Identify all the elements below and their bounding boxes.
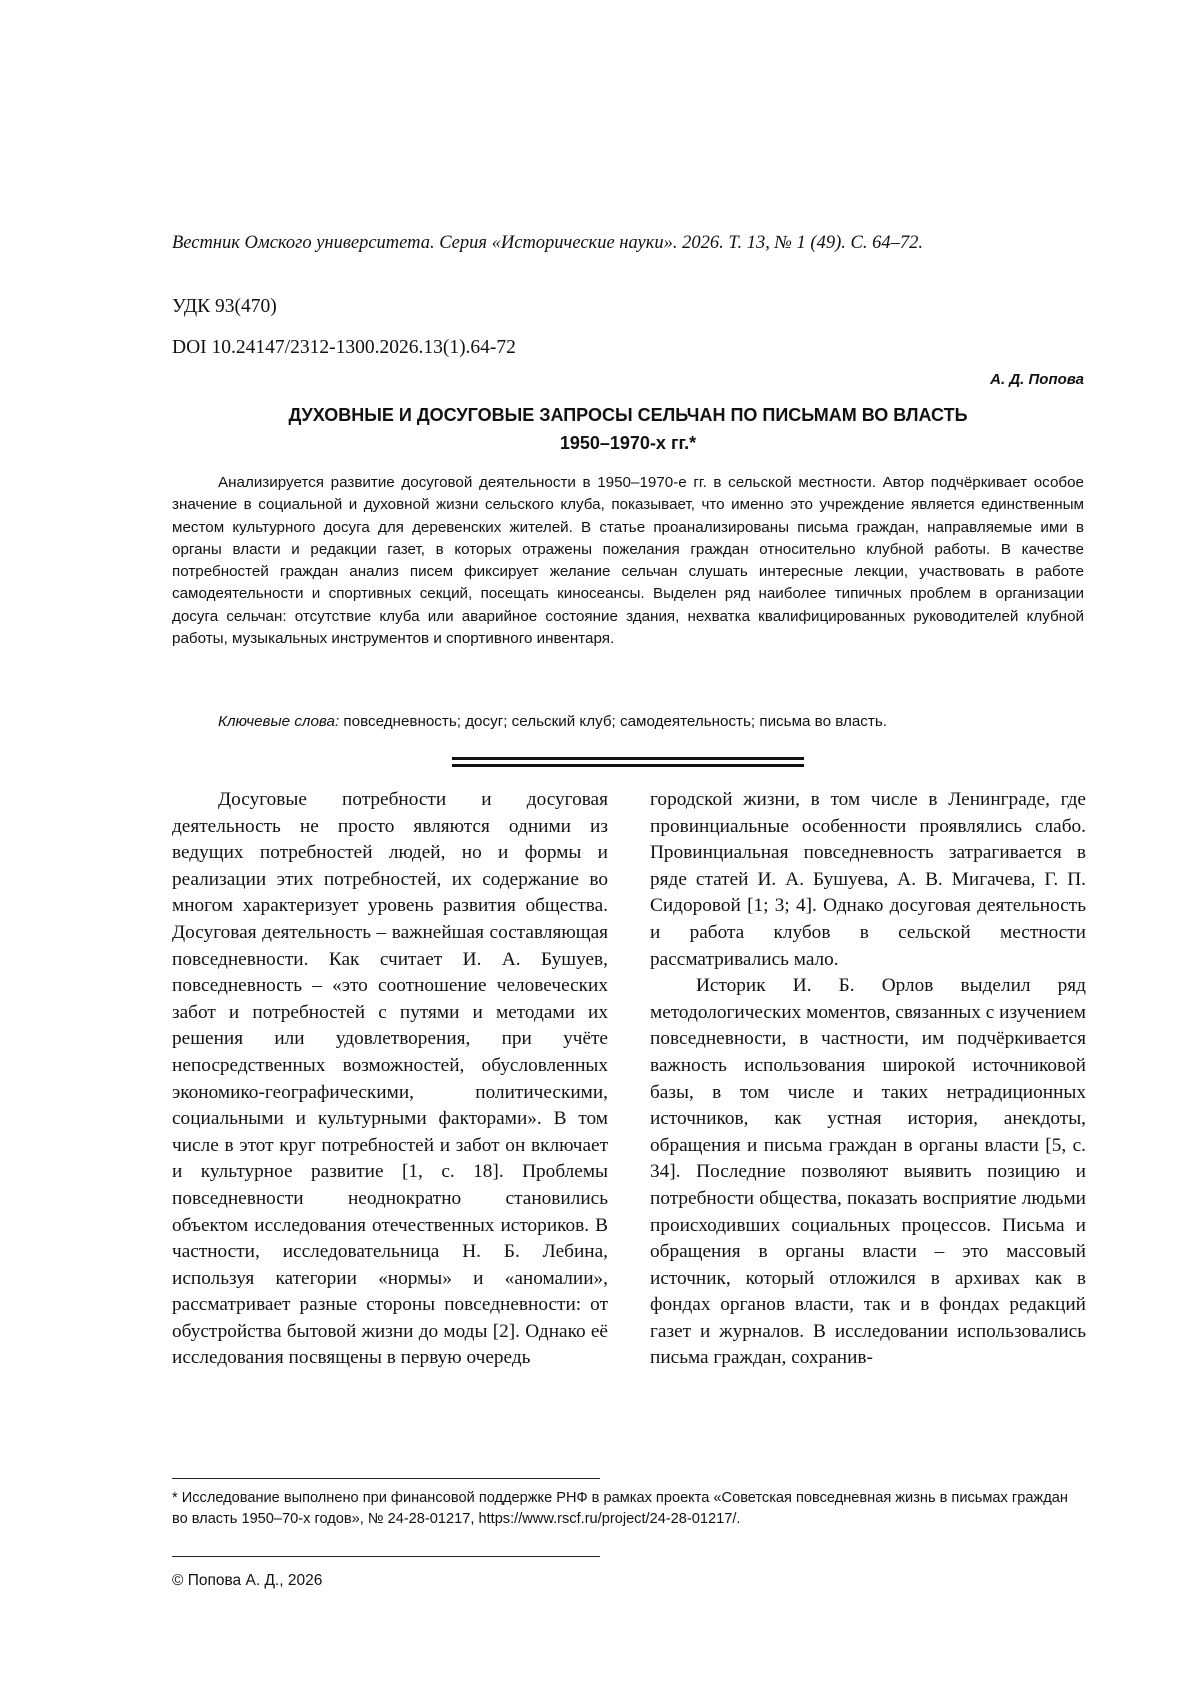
title-line-2: 1950–1970-х гг.*	[559, 433, 697, 453]
keywords	[218, 713, 887, 730]
keywords-text: повседневность; досуг; сельский клуб; самодеятельность; письма во власть.	[339, 713, 887, 730]
body-paragraph: Историк И. Б. Орлов выделил ряд методологических моментов, связанных с изучением повседневности, в частности, им подчёркивается важность использования широкой источниковой базы, в том числе и таких нетрадиционных источников, как устная история, анекдоты, обращения и письма граждан в органы власти [5, с. 34]. Последние позволяют выявить позицию и потребности общества, показать восприятие людьми происходивших социальных процессов. Письма и обращения в органы власти – это массовый источник, который отложился в архивах как в фондах органов власти, так и в фондах редакций газет и журналов. В исследовании использовались письма граждан, сохранив-	[650, 975, 1086, 1369]
separator-rule-top	[452, 757, 804, 760]
copyright-rule	[172, 1556, 600, 1557]
keywords-label: Ключевые слова:	[218, 713, 340, 730]
author-name: А. Д. Попова	[990, 371, 1084, 388]
footnote-rule	[172, 1478, 600, 1479]
separator-rule-bottom	[452, 764, 804, 767]
body-column-right	[650, 787, 1086, 1372]
copyright: © Попова А. Д., 2026	[172, 1572, 323, 1589]
title-line-1: ДУХОВНЫЕ И ДОСУГОВЫЕ ЗАПРОСЫ СЕЛЬЧАН ПО ПИСЬМАМ ВО ВЛАСТЬ	[288, 405, 968, 425]
body-column-left	[172, 787, 608, 1372]
article-title	[172, 401, 1084, 457]
abstract: Анализируется развитие досуговой деятельности в 1950–1970-е гг. в сельской местности. Автор подчёркивает особое значение в социальной и духовной жизни сельского клуба, показывает, что именно это учреждение является единственным местом культурного досуга для деревенских жителей. В статье проанализированы письма граждан, направляемые ими в органы власти и редакции газет, в которых отражены пожелания граждан относительно клубной работы. В качестве потребностей граждан анализ писем фиксирует желание сельчан слушать интересные лекции, участвовать в работе самодеятельности и спортивных секций, посещать киносеансы. Выделен ряд наиболее типичных проблем в организации досуга сельчан: отсутствие клуба или аварийное состояние здания, нехватка квалифицированных руководителей клубной работы, музыкальных инструментов и спортивного инвентаря.	[172, 474, 1084, 648]
doi-identifier: DOI 10.24147/2312-1300.2026.13(1).64-72	[172, 337, 516, 358]
body-paragraph-continued: городской жизни, в том числе в Ленинграде, где провинциальные особенности проявлялись слабо. Провинциальная повседневность затрагивается в ряде статей И. А. Бушуева, А. В. Мигачева, Г. П. Сидоровой [1; 3; 4]. Однако досуговая деятельность и работа клубов в сельской местности рассматривались мало.	[650, 789, 1086, 970]
udk-code: УДК 93(470)	[172, 296, 277, 317]
journal-citation: Вестник Омского университета. Серия «Исторические науки». 2026. Т. 13, № 1 (49). С. 64–72.	[172, 233, 923, 253]
footnote: * Исследование выполнено при финансовой поддержке РНФ в рамках проекта «Советская повседневная жизнь в письмах граждан во власть 1950–70-х годов», № 24-28-01217, https://www.rscf.ru/project/24-28-01217/.	[172, 1490, 1068, 1527]
body-paragraph: Досуговые потребности и досуговая деятельность не просто являются одними из ведущих потребностей людей, но и формы и реализации этих потребностей, их содержание во многом характеризует уровень развития общества. Досуговая деятельность – важнейшая составляющая повседневности. Как считает И. А. Бушуев, повседневность – «это соотношение человеческих забот и потребностей с путями и методами их решения или удовлетворения, при учёте непосредственных возможностей, обусловленных экономико-географическими, политическими, социальными и культурными факторами». В том числе в этот круг потребностей и забот он включает и культурное развитие [1, с. 18]. Проблемы повседневности неоднократно становились объектом исследования отечественных историков. В частности, исследовательница Н. Б. Лебина, используя категории «нормы» и «аномалии», рассматривает разные стороны повседневности: от обустройства бытовой жизни до моды [2]. Однако её исследования посвящены в первую очередь	[172, 789, 608, 1369]
